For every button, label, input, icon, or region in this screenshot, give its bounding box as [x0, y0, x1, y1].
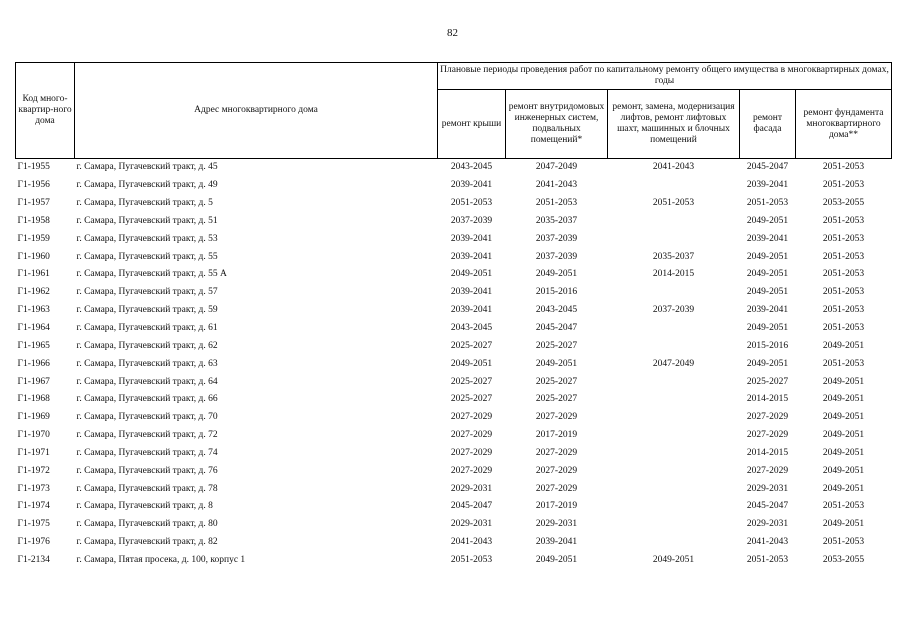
cell-systems: 2025-2027 — [535, 376, 578, 387]
cell-roof: 2039-2041 — [450, 287, 493, 298]
cell-facade: 2051-2053 — [746, 198, 789, 209]
cell-systems: 2017-2019 — [535, 501, 578, 512]
cell-code: Г1-2134 — [17, 554, 50, 565]
cell-foundation: 2051-2053 — [822, 162, 865, 173]
cell-address: г. Самара, Пугачевский тракт, д. 61 — [76, 323, 218, 334]
cell-code: Г1-1962 — [17, 287, 50, 298]
cell-lifts — [608, 230, 740, 248]
table-row — [16, 534, 892, 552]
cell-foundation: 2049-2051 — [822, 447, 865, 458]
cell-code: Г1-1975 — [17, 519, 50, 530]
cell-code: Г1-1965 — [17, 340, 50, 351]
cell-systems: 2015-2016 — [535, 287, 578, 298]
cell-code: Г1-1976 — [17, 537, 50, 548]
cell-lifts — [608, 409, 740, 427]
table-row — [16, 337, 892, 355]
table-row — [16, 320, 892, 338]
cell-systems: 2027-2029 — [535, 465, 578, 476]
cell-systems: 2043-2045 — [535, 305, 578, 316]
cell-roof: 2029-2031 — [450, 519, 493, 530]
cell-systems: 2027-2029 — [535, 483, 578, 494]
cell-roof: 2039-2041 — [450, 251, 493, 262]
cell-address: г. Самара, Пятая просека, д. 100, корпус 1 — [76, 554, 246, 565]
column-group-header-periods: Плановые периоды проведения работ по капитальному ремонту общего имущества в многоквартирных домах, годы — [438, 63, 892, 90]
column-header-code: Код много-квартир-ного дома — [16, 63, 75, 159]
table-row — [16, 195, 892, 213]
cell-roof: 2025-2027 — [450, 340, 493, 351]
cell-lifts — [608, 337, 740, 355]
cell-roof: 2027-2029 — [450, 447, 493, 458]
cell-code: Г1-1960 — [17, 251, 50, 262]
cell-foundation: 2049-2051 — [822, 430, 865, 441]
cell-lifts — [608, 480, 740, 498]
cell-systems: 2051-2053 — [535, 198, 578, 209]
cell-code: Г1-1958 — [17, 215, 50, 226]
cell-address: г. Самара, Пугачевский тракт, д. 66 — [76, 394, 218, 405]
cell-facade: 2041-2043 — [746, 537, 789, 548]
cell-roof: 2025-2027 — [450, 394, 493, 405]
cell-systems: 2027-2029 — [535, 412, 578, 423]
table-row — [16, 552, 892, 570]
cell-foundation: 2049-2051 — [822, 412, 865, 423]
column-header-facade: ремонт фасада — [740, 90, 796, 159]
cell-address: г. Самара, Пугачевский тракт, д. 70 — [76, 412, 218, 423]
cell-roof: 2027-2029 — [450, 465, 493, 476]
cell-systems: 2029-2031 — [535, 519, 578, 530]
cell-foundation: 2051-2053 — [822, 358, 865, 369]
table-row — [16, 373, 892, 391]
cell-systems: 2035-2037 — [535, 215, 578, 226]
cell-address: г. Самара, Пугачевский тракт, д. 72 — [76, 430, 218, 441]
cell-facade: 2045-2047 — [746, 501, 789, 512]
cell-code: Г1-1955 — [17, 162, 50, 173]
cell-lifts — [608, 427, 740, 445]
cell-roof: 2043-2045 — [450, 323, 493, 334]
cell-lifts — [608, 534, 740, 552]
cell-roof: 2025-2027 — [450, 376, 493, 387]
cell-lifts: 2041-2043 — [652, 162, 695, 173]
cell-address: г. Самара, Пугачевский тракт, д. 49 — [76, 180, 218, 191]
cell-systems: 2025-2027 — [535, 340, 578, 351]
table-row — [16, 230, 892, 248]
cell-lifts: 2037-2039 — [652, 305, 695, 316]
cell-address: г. Самара, Пугачевский тракт, д. 76 — [76, 465, 218, 476]
cell-systems: 2037-2039 — [535, 233, 578, 244]
cell-facade: 2051-2053 — [746, 554, 789, 565]
cell-lifts — [608, 445, 740, 463]
cell-facade: 2045-2047 — [746, 162, 789, 173]
cell-roof: 2029-2031 — [450, 483, 493, 494]
cell-lifts: 2051-2053 — [652, 198, 695, 209]
cell-address: г. Самара, Пугачевский тракт, д. 64 — [76, 376, 218, 387]
cell-roof: 2037-2039 — [450, 215, 493, 226]
column-header-address: Адрес многоквартирного дома — [75, 63, 438, 159]
cell-foundation: 2051-2053 — [822, 215, 865, 226]
cell-facade: 2029-2031 — [746, 483, 789, 494]
cell-foundation: 2049-2051 — [822, 340, 865, 351]
cell-foundation: 2049-2051 — [822, 394, 865, 405]
cell-facade: 2027-2029 — [746, 412, 789, 423]
cell-code: Г1-1968 — [17, 394, 50, 405]
cell-foundation: 2049-2051 — [822, 465, 865, 476]
cell-address: г. Самара, Пугачевский тракт, д. 51 — [76, 215, 218, 226]
cell-code: Г1-1957 — [17, 198, 50, 209]
column-header-roof: ремонт крыши — [438, 90, 506, 159]
cell-systems: 2041-2043 — [535, 180, 578, 191]
table-row — [16, 302, 892, 320]
cell-lifts — [608, 284, 740, 302]
table-row — [16, 445, 892, 463]
cell-systems: 2049-2051 — [535, 269, 578, 280]
cell-address: г. Самара, Пугачевский тракт, д. 62 — [76, 340, 218, 351]
cell-lifts: 2035-2037 — [652, 251, 695, 262]
cell-address: г. Самара, Пугачевский тракт, д. 8 — [76, 501, 213, 512]
cell-facade: 2049-2051 — [746, 215, 789, 226]
cell-roof: 2051-2053 — [450, 198, 493, 209]
cell-roof: 2039-2041 — [450, 305, 493, 316]
table-row — [16, 498, 892, 516]
cell-lifts: 2014-2015 — [652, 269, 695, 280]
cell-foundation: 2051-2053 — [822, 323, 865, 334]
table-row — [16, 284, 892, 302]
cell-lifts: 2047-2049 — [652, 358, 695, 369]
cell-foundation: 2053-2055 — [822, 554, 865, 565]
cell-foundation: 2049-2051 — [822, 483, 865, 494]
cell-lifts — [608, 373, 740, 391]
cell-roof: 2043-2045 — [450, 162, 493, 173]
table-row — [16, 177, 892, 195]
cell-facade: 2029-2031 — [746, 519, 789, 530]
cell-facade: 2049-2051 — [746, 323, 789, 334]
cell-systems: 2037-2039 — [535, 251, 578, 262]
cell-lifts — [608, 516, 740, 534]
cell-address: г. Самара, Пугачевский тракт, д. 57 — [76, 287, 218, 298]
cell-foundation: 2051-2053 — [822, 251, 865, 262]
cell-code: Г1-1969 — [17, 412, 50, 423]
table-row — [16, 462, 892, 480]
cell-lifts — [608, 391, 740, 409]
cell-foundation: 2049-2051 — [822, 376, 865, 387]
cell-roof: 2039-2041 — [450, 180, 493, 191]
cell-lifts: 2049-2051 — [652, 554, 695, 565]
cell-code: Г1-1956 — [17, 180, 50, 191]
cell-foundation: 2051-2053 — [822, 287, 865, 298]
cell-foundation: 2051-2053 — [822, 233, 865, 244]
cell-facade: 2027-2029 — [746, 430, 789, 441]
cell-systems: 2027-2029 — [535, 447, 578, 458]
cell-address: г. Самара, Пугачевский тракт, д. 74 — [76, 447, 218, 458]
cell-roof: 2041-2043 — [450, 537, 493, 548]
cell-facade: 2039-2041 — [746, 180, 789, 191]
cell-systems: 2049-2051 — [535, 358, 578, 369]
cell-code: Г1-1972 — [17, 465, 50, 476]
cell-code: Г1-1967 — [17, 376, 50, 387]
cell-facade: 2049-2051 — [746, 287, 789, 298]
table-body — [16, 159, 892, 570]
table-row — [16, 409, 892, 427]
cell-facade: 2015-2016 — [746, 340, 789, 351]
cell-roof: 2045-2047 — [450, 501, 493, 512]
cell-code: Г1-1974 — [17, 501, 50, 512]
table-row — [16, 266, 892, 284]
cell-lifts — [608, 320, 740, 338]
column-header-foundation: ремонт фундамента многоквартирного дома** — [796, 90, 892, 159]
cell-facade: 2049-2051 — [746, 251, 789, 262]
cell-lifts — [608, 213, 740, 231]
table-row — [16, 159, 892, 177]
cell-systems: 2045-2047 — [535, 323, 578, 334]
table-row — [16, 355, 892, 373]
cell-address: г. Самара, Пугачевский тракт, д. 55 А — [76, 269, 227, 280]
cell-code: Г1-1964 — [17, 323, 50, 334]
column-header-lifts: ремонт, замена, модернизация лифтов, ремонт лифтовых шахт, машинных и блочных помещений — [608, 90, 740, 159]
cell-facade: 2039-2041 — [746, 233, 789, 244]
cell-foundation: 2051-2053 — [822, 537, 865, 548]
cell-roof: 2027-2029 — [450, 412, 493, 423]
cell-address: г. Самара, Пугачевский тракт, д. 59 — [76, 305, 218, 316]
cell-systems: 2025-2027 — [535, 394, 578, 405]
cell-code: Г1-1970 — [17, 430, 50, 441]
cell-address: г. Самара, Пугачевский тракт, д. 53 — [76, 233, 218, 244]
cell-code: Г1-1963 — [17, 305, 50, 316]
cell-lifts — [608, 498, 740, 516]
cell-address: г. Самара, Пугачевский тракт, д. 63 — [76, 358, 218, 369]
cell-roof: 2027-2029 — [450, 430, 493, 441]
column-header-engineering-systems: ремонт внутридомовых инженерных систем, подвальных помещений* — [506, 90, 608, 159]
cell-facade: 2014-2015 — [746, 394, 789, 405]
cell-systems: 2049-2051 — [535, 554, 578, 565]
cell-code: Г1-1961 — [17, 269, 50, 280]
table-row — [16, 427, 892, 445]
cell-address: г. Самара, Пугачевский тракт, д. 55 — [76, 251, 218, 262]
cell-roof: 2051-2053 — [450, 554, 493, 565]
table-row — [16, 480, 892, 498]
table-row — [16, 516, 892, 534]
cell-code: Г1-1959 — [17, 233, 50, 244]
cell-address: г. Самара, Пугачевский тракт, д. 78 — [76, 483, 218, 494]
cell-roof: 2049-2051 — [450, 269, 493, 280]
cell-foundation: 2051-2053 — [822, 305, 865, 316]
table-row — [16, 213, 892, 231]
cell-facade: 2039-2041 — [746, 305, 789, 316]
cell-code: Г1-1973 — [17, 483, 50, 494]
cell-roof: 2039-2041 — [450, 233, 493, 244]
cell-facade: 2025-2027 — [746, 376, 789, 387]
cell-facade: 2014-2015 — [746, 447, 789, 458]
header-row-top — [16, 63, 892, 90]
cell-facade: 2049-2051 — [746, 358, 789, 369]
cell-foundation: 2049-2051 — [822, 519, 865, 530]
cell-facade: 2027-2029 — [746, 465, 789, 476]
cell-foundation: 2053-2055 — [822, 198, 865, 209]
cell-lifts — [608, 462, 740, 480]
cell-lifts — [608, 177, 740, 195]
cell-foundation: 2051-2053 — [822, 501, 865, 512]
cell-address: г. Самара, Пугачевский тракт, д. 45 — [76, 162, 218, 173]
table-row — [16, 248, 892, 266]
cell-systems: 2039-2041 — [535, 537, 578, 548]
cell-roof: 2049-2051 — [450, 358, 493, 369]
cell-systems: 2047-2049 — [535, 162, 578, 173]
cell-code: Г1-1966 — [17, 358, 50, 369]
cell-systems: 2017-2019 — [535, 430, 578, 441]
page-number: 82 — [447, 27, 458, 39]
cell-code: Г1-1971 — [17, 447, 50, 458]
cell-address: г. Самара, Пугачевский тракт, д. 82 — [76, 537, 218, 548]
cell-facade: 2049-2051 — [746, 269, 789, 280]
capital-repair-schedule-table — [15, 62, 892, 569]
table-row — [16, 391, 892, 409]
cell-foundation: 2051-2053 — [822, 269, 865, 280]
cell-foundation: 2051-2053 — [822, 180, 865, 191]
cell-address: г. Самара, Пугачевский тракт, д. 5 — [76, 198, 213, 209]
cell-address: г. Самара, Пугачевский тракт, д. 80 — [76, 519, 218, 530]
